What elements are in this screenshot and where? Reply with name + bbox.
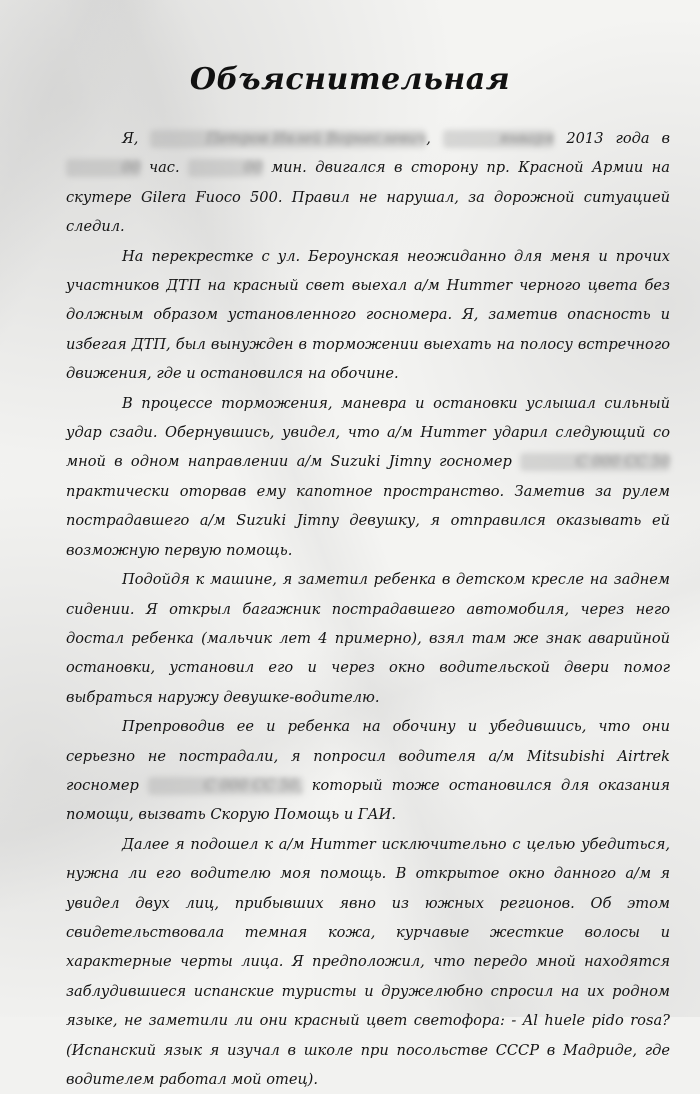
paragraph-3-start: В процессе торможения, маневра и остановки услышал сильный удар сзади. Обернувшись, увидел, что а/м Hummer ударил следующий со мной в одном направлении а/м Suzuki Jimny госномер: [66, 394, 670, 471]
paragraph-5-start: Препроводив ее и ребенка на обочину и убедившись, что они серьезно не пострадали, я попросил водителя а/м Mitsubishi Airtrek госномер: [66, 718, 670, 794]
redacted-full-name: Петров Ивлей Ворнеслевич: [150, 130, 426, 148]
document-title: Объяснительная: [189, 62, 511, 97]
paragraph-1-hour-label: час.: [149, 159, 180, 177]
redacted-date: января: [443, 130, 554, 148]
paragraph-2: На перекрестке с ул. Бероунская неожиданно для меня и прочих участников ДТП на красный свет выехал а/м Hummer черного цвета без должным образом установленного госномера. Я, заметив опасность и избегая ДТП, был вынужден в торможении выехать на полосу встречного движения, где и остановился на обочине.: [66, 247, 670, 383]
paragraph-1-comma: ,: [426, 130, 431, 147]
document-body: [66, 124, 670, 1094]
paragraph-3-rest: практически оторвав ему капотное пространство. Заметив за рулем пострадавшего а/м Suzuki Jimny девушку, я отправился оказывать ей возможную первую помощь.: [66, 482, 670, 559]
paragraph-4: Подойдя к машине, я заметил ребенка в детском кресле на заднем сидении. Я открыл багажник пострадавшего автомобиля, через него достал ребенка (мальчик лет 4 примерно), взял там же знак аварийной остановки, установил его и через окно водительской двери помог выбраться наружу девушке-водителю.: [66, 571, 670, 706]
paragraph-5-rest: который тоже остановился для оказания помощи, вызвать Скорую Помощь и ГАИ.: [66, 776, 671, 824]
paragraph-1: [66, 124, 670, 242]
paragraph-6: Далее я подошел к а/м Hummer исключительно с целью убедиться, нужна ли его водителю моя помощь. В открытое окно данного а/м я увидел двух лиц, прибывших явно из южных регионов. Об этом свидетельствовала темная кожа, курчавые жесткие волосы и характерные черты лица. Я предположил, что передо мной находятся заблудившиеся испанские туристы и дружелюбно спросил на их родном языке, не заметили ли они красный цвет светофора: - Al huele pido rosa? (Испанский язык я изучал в школе при посольстве СССР в Мадриде, где водителем работал мой отец).: [66, 835, 670, 1088]
redacted-plate-mitsubishi: С 000 СС 50,: [148, 777, 302, 795]
redacted-hour: 00: [66, 159, 141, 177]
paragraph-1-year: 2013 года в: [566, 130, 671, 147]
redacted-minute: 00: [188, 159, 263, 177]
paragraph-1-start: Я,: [122, 130, 139, 147]
paragraph-5: [66, 712, 670, 830]
paragraph-3: [66, 389, 670, 565]
paragraph-1-rest: мин. двигался в сторону пр. Красной Армии на скутере Gilera Fuoco 500. Правил не нарушал, за дорожной ситуацией следил.: [66, 159, 670, 236]
redacted-plate-suzuki: С 000 СС 50: [520, 453, 670, 471]
